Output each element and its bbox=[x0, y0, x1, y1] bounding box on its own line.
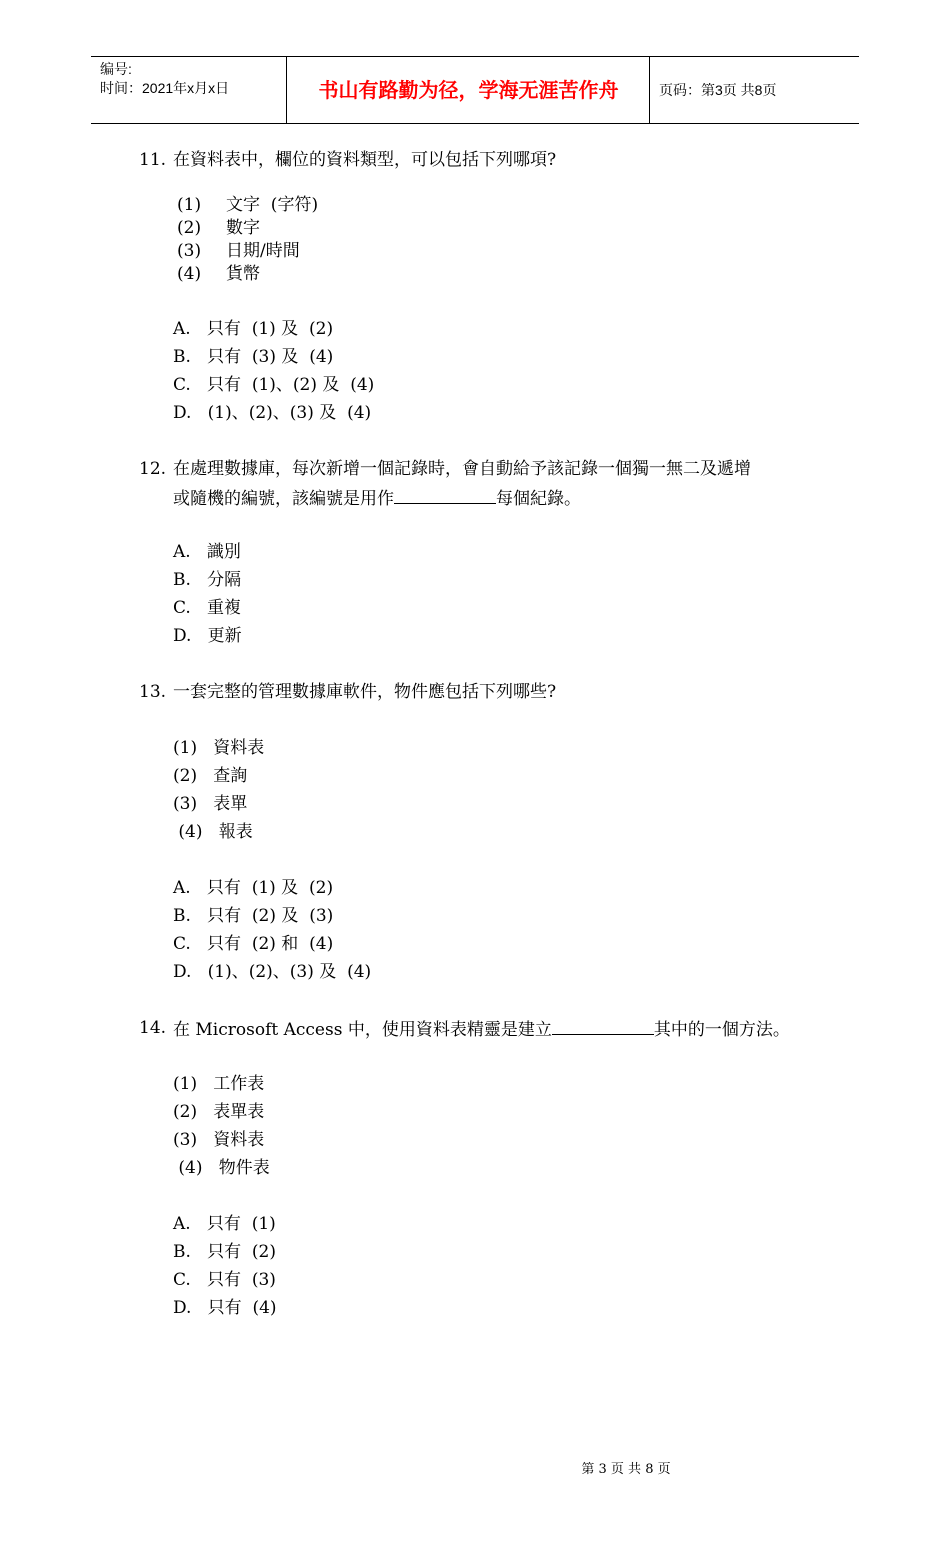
list-item: (3) 資料表 bbox=[173, 1130, 265, 1150]
list-item: (1) bbox=[177, 195, 202, 215]
answer-option: B. 只有 (2) bbox=[173, 1242, 276, 1262]
list-item: (4) 報表 bbox=[173, 822, 253, 842]
list-item: 數字 bbox=[226, 218, 260, 238]
question-number: 14. bbox=[139, 1018, 167, 1038]
list-item: (2) 表單表 bbox=[173, 1102, 265, 1122]
question-number: 13. bbox=[139, 682, 167, 702]
list-item: (1) 資料表 bbox=[173, 738, 265, 758]
answer-option: D. 更新 bbox=[173, 626, 242, 646]
page-header bbox=[91, 56, 859, 124]
list-item: 日期/時間 bbox=[226, 241, 300, 261]
answer-option: A. 只有 (1) 及 (2) bbox=[173, 878, 334, 898]
header-divider bbox=[286, 57, 287, 123]
question-text: 在 Microsoft Access 中，使用資料表精靈是建立 bbox=[173, 1020, 552, 1040]
list-item: 文字 (字符) bbox=[226, 195, 319, 215]
fill-in-blank bbox=[394, 486, 496, 504]
question-text: 一套完整的管理數據庫軟件，物件應包括下列哪些? bbox=[173, 682, 557, 702]
fill-in-blank bbox=[552, 1017, 654, 1035]
list-item: (3) bbox=[177, 241, 202, 261]
question-number: 12. bbox=[139, 459, 167, 479]
list-item: (2) 查詢 bbox=[173, 766, 248, 786]
answer-option: C. 重複 bbox=[173, 598, 242, 618]
page-footer: 第 3 页 共 8 页 bbox=[581, 1462, 671, 1477]
header-motto: 书山有路勤为径，学海无涯苦作舟 bbox=[318, 78, 619, 102]
question-text: 其中的一個方法。 bbox=[653, 1020, 790, 1040]
question-text: 每個紀錄。 bbox=[496, 489, 581, 509]
question-text: 在處理數據庫，每次新增一個記錄時，會自動給予該記錄一個獨一無二及遞增 bbox=[173, 459, 751, 479]
answer-option: B. 只有 (3) 及 (4) bbox=[173, 347, 334, 367]
question-text: 在資料表中，欄位的資料類型，可以包括下列哪項? bbox=[173, 150, 557, 170]
answer-option: B. 分隔 bbox=[173, 570, 242, 590]
time-label: 时间：2021年x月x日 bbox=[100, 80, 230, 96]
answer-option: A. 只有 (1) 及 (2) bbox=[173, 319, 334, 339]
list-item: (4) 物件表 bbox=[173, 1158, 270, 1178]
answer-option: D. 只有 (4) bbox=[173, 1298, 277, 1318]
question-text: 或隨機的編號，該編號是用作 bbox=[173, 489, 394, 509]
answer-option: D. (1)、(2)、(3) 及 (4) bbox=[173, 403, 372, 423]
answer-option: C. 只有 (1)、(2) 及 (4) bbox=[173, 375, 375, 395]
question-text-continued bbox=[173, 486, 581, 510]
answer-option: A. 只有 (1) bbox=[173, 1214, 276, 1234]
answer-option: A. 識別 bbox=[173, 542, 241, 562]
number-label: 编号: bbox=[100, 61, 132, 77]
list-item: (1) 工作表 bbox=[173, 1074, 265, 1094]
list-item: (4) bbox=[177, 264, 202, 284]
answer-option: C. 只有 (2) 和 (4) bbox=[173, 934, 334, 954]
list-item: 貨幣 bbox=[226, 264, 260, 284]
header-page-info: 页码：第3页 共8页 bbox=[659, 82, 777, 98]
list-item: (3) 表單 bbox=[173, 794, 248, 814]
question-text-row bbox=[173, 1017, 790, 1041]
header-divider bbox=[649, 57, 650, 123]
question-number: 11. bbox=[139, 150, 167, 170]
answer-option: B. 只有 (2) 及 (3) bbox=[173, 906, 334, 926]
list-item: (2) bbox=[177, 218, 202, 238]
answer-option: D. (1)、(2)、(3) 及 (4) bbox=[173, 962, 372, 982]
answer-option: C. 只有 (3) bbox=[173, 1270, 276, 1290]
header-meta bbox=[100, 60, 229, 98]
